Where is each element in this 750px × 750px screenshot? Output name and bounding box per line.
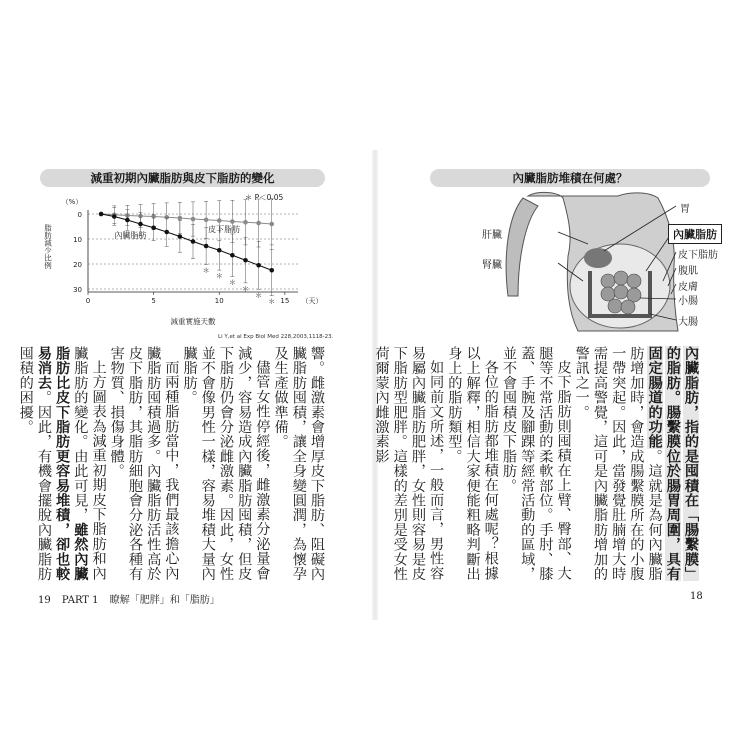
left-footer — [38, 591, 228, 606]
kidney-label: 腎臟 — [482, 260, 502, 271]
right-footer — [690, 591, 711, 602]
significance-marker: ＊ — [215, 272, 223, 281]
chart-title: 減重初期內臟脂肪與皮下脂肪的變化 — [40, 169, 325, 187]
bold-highlight: 雖然內臟脂肪比皮下脂肪更容易堆積，卻也較易消去 — [35, 346, 89, 582]
data-point — [164, 230, 169, 235]
paragraph: 各位的脂肪都堆積在何處呢？根據以上解釋，相信大家便能粗略判斷出身上的脂肪類型。 — [446, 346, 499, 582]
liver-label: 肝臟 — [482, 230, 502, 241]
subcutaneous-fat-label: 皮下脂肪 — [678, 250, 718, 261]
data-point — [230, 253, 235, 258]
x-tick-label: 5 — [151, 297, 156, 305]
data-point — [217, 248, 222, 253]
data-point — [243, 220, 248, 225]
data-point — [217, 218, 222, 223]
data-point — [125, 218, 130, 223]
significance-marker: ＊ — [268, 297, 276, 306]
visceral-fat-label: 內臟脂肪 — [668, 224, 722, 244]
data-point — [230, 219, 235, 224]
series-label: 皮下脂肪 — [208, 224, 241, 234]
data-point — [256, 221, 261, 226]
data-point — [256, 263, 261, 268]
paragraph: 如同前文所述，一般而言，男性容易屬內臟脂肪肥胖，女性則容易是皮下脂肪型肥胖。這樣的差別是受女性荷爾蒙內雌激素影 — [373, 346, 445, 582]
part-label: PART 1 — [61, 595, 99, 606]
paragraph: 皮下脂肪則囤積在上臂、臀部、大腿等不常活動的柔軟部位。手肘、膝蓋、手腕及腳踝等經常活動的區域，並不會囤積皮下脂肪。 — [500, 346, 572, 582]
series-label: 內臟脂肪 — [114, 231, 147, 240]
paragraph: 而兩種脂肪當中，我們最該擔心內臟脂肪囤積過多。內臟脂肪活性高於皮下脂肪，其脂肪細胞會分泌各種有害物質、損傷身體。 — [108, 346, 180, 582]
right-page — [373, 0, 750, 750]
small-intestine-label: 小腸 — [678, 296, 698, 307]
left-body-text — [17, 346, 326, 584]
x-axis-label: 減重實施天數 — [170, 317, 216, 326]
paragraph — [573, 346, 700, 584]
data-point — [269, 268, 274, 273]
stomach-label: 胃 — [680, 204, 690, 215]
chart-citation: Li Y,et al Exp Biol Med 228,2003,1118-23. — [218, 334, 334, 340]
paragraph-text: 上方圖表為減重初期皮下脂肪和內臟脂肪的變化。由此可見， — [72, 346, 107, 581]
left-page — [0, 0, 372, 750]
part-title: 瞭解「肥胖」和「脂肪」 — [109, 595, 220, 606]
page-number: 18 — [690, 591, 703, 602]
data-point — [243, 258, 248, 263]
y-axis-label: 脂肪減少比例 — [43, 224, 53, 269]
significance-marker: ＊ — [228, 278, 236, 287]
bold-highlight: 內臟脂肪，指的是囤積在「腸繫膜」的脂肪。腸繫膜位於腸胃周圍，具有固定腸道的功能 — [646, 346, 699, 582]
arm — [506, 198, 538, 296]
right-body-text — [373, 346, 700, 584]
x-tick-label: 15 — [280, 297, 290, 305]
abdominal-muscle-label: 腹肌 — [678, 266, 698, 277]
large-intestine-label: 大腸 — [678, 317, 698, 328]
paragraph: 響。雌激素會增厚皮下脂肪、阻礙內臟脂肪囤積，讓全身變圓潤，為懷孕及生產做準備。 — [272, 346, 325, 582]
y-tick-label: 30 — [73, 286, 82, 294]
paragraph — [17, 346, 108, 584]
fat-change-chart — [38, 188, 338, 338]
x-tick-label: 10 — [214, 297, 224, 305]
data-point — [151, 225, 156, 230]
x-tick-label: 0 — [85, 297, 91, 305]
y-tick-label: 0 — [77, 211, 82, 219]
data-point — [269, 222, 274, 227]
stomach-organ — [584, 248, 612, 268]
data-point — [178, 216, 183, 221]
y-tick-label: 10 — [73, 236, 82, 244]
data-point — [112, 214, 117, 219]
x-unit-label: （天） — [301, 297, 323, 305]
figure-title: 內臟脂肪堆積在何處？ — [430, 169, 710, 187]
significance-marker: ＊ — [242, 284, 249, 293]
significance-marker: ＊ — [202, 266, 210, 275]
y-tick-label: 20 — [73, 261, 82, 269]
paragraph-text: 。因此，有機會擺脫內臟脂肪囤積的困擾。 — [17, 346, 52, 582]
paragraph-text: 。這就是為何內臟脂肪增加時，會造成腸繫膜所在的小腹一帶突起。因此，當發覺肚腩增大時需提高警覺，這可是內臟脂肪增加的警訊之一。 — [573, 346, 663, 582]
data-point — [204, 217, 209, 222]
page-number: 19 — [38, 595, 51, 606]
data-point — [99, 212, 104, 217]
data-point — [204, 244, 209, 249]
paragraph: 儘管女性停經後，雌激素分泌量會減少，容易造成內臟脂肪囤積，但皮下脂肪仍會分泌雌激素。因此，女性並不會像男性一樣，容易堆積大量內臟脂肪。 — [181, 346, 271, 582]
significance-note: ＊ P＜0.05 — [244, 193, 284, 202]
data-point — [191, 239, 196, 244]
significance-marker: ＊ — [255, 291, 263, 300]
data-point — [138, 222, 143, 227]
skin-label: 皮膚 — [678, 282, 698, 293]
y-unit-label: （%） — [61, 198, 83, 206]
data-point — [178, 234, 183, 239]
data-point — [191, 217, 196, 222]
